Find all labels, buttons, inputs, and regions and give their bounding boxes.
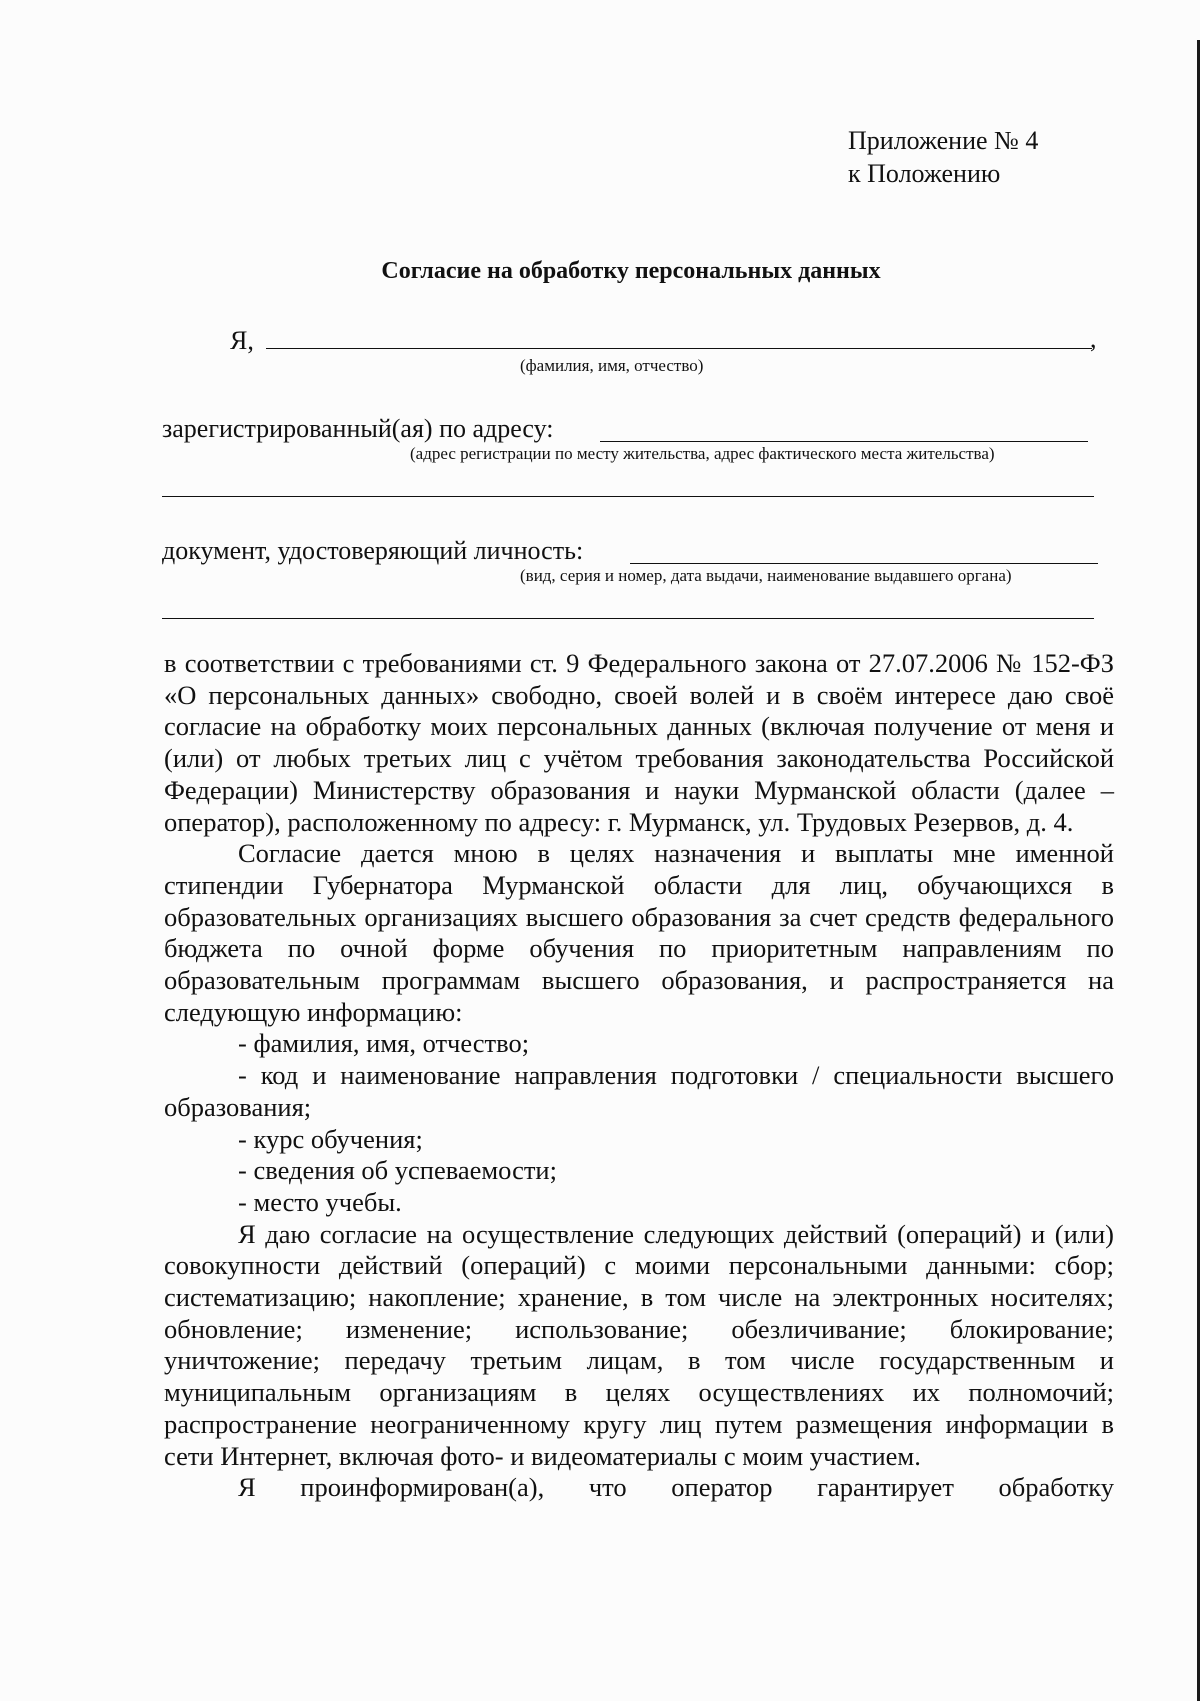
appendix-number: Приложение № 4: [848, 126, 1039, 155]
address-fill-line-2[interactable]: [162, 478, 1094, 497]
address-label: зарегистрированный(ая) по адресу:: [162, 414, 554, 443]
document-fill-line[interactable]: [630, 536, 1098, 564]
document-label: документ, удостоверяющий личность:: [162, 536, 584, 565]
document-fill-line-2[interactable]: [162, 600, 1094, 619]
address-fill-line[interactable]: [600, 414, 1088, 442]
paragraph-informed: Я проинформирован(а), что оператор гарантирует обработку: [238, 1472, 1114, 1503]
document-body: [164, 648, 1114, 1504]
list-item: - место учебы.: [238, 1186, 402, 1217]
paragraph-legal-basis: в соответствии с требованиями ст. 9 Федерального закона от 27.07.2006 № 152-ФЗ «О персональных данных» свободно, своей волей и в своём интересе даю своё согласие на обработку моих персональных данных (включая получение от меня и (или) от любых третьих лиц с учётом требования законодательства Российской Федерации) Министерству образования и науки Мурманской области (далее – оператор), расположенному по адресу: г. Мурманск, ул. Трудовых Резервов, д. 4.: [164, 648, 1114, 837]
list-item: - фамилия, имя, отчество;: [238, 1028, 530, 1059]
address-caption: (адрес регистрации по месту жительства, адрес фактического места жительства): [410, 444, 995, 463]
appendix-note: [848, 124, 1038, 190]
name-fill-line[interactable]: [266, 322, 1092, 349]
name-suffix: ,: [1090, 324, 1097, 353]
paragraph-operations: Я даю согласие на осуществление следующих действий (операций) и (или) совокупности действий (операций) с моими персональными данными: сбор; систематизацию; накопление; хранение, в том числе на электронных носителях; обновление; изменение; использование; обезличивание; блокирование; уничтожение; передачу третьим лицам, в том числе государственным и муниципальным организациям в целях осуществлениях их полномочий; распространение неограниченному кругу лиц путем размещения информации в сети Интернет, включая фото- и видеоматериалы с моим участием.: [164, 1218, 1114, 1471]
list-item: - код и наименование направления подготовки / специальности высшего образования;: [164, 1060, 1114, 1122]
name-prefix: Я,: [230, 326, 254, 355]
name-caption: (фамилия, имя, отчество): [520, 356, 704, 375]
paragraph-purpose: Согласие дается мною в целях назначения и выплаты мне именной стипендии Губернатора Мурманской области для лиц, обучающихся в образовательных организациях высшего образования за счет средств федерального бюджета по очной форме обучения по приоритетным направлениям по образовательным программам высшего образования, и распространяется на следующую информацию:: [164, 838, 1114, 1027]
appendix-reference: к Положению: [848, 159, 1001, 188]
list-item: - курс обучения;: [238, 1123, 423, 1154]
list-item: - сведения об успеваемости;: [238, 1155, 557, 1186]
document-caption: (вид, серия и номер, дата выдачи, наименование выдавшего органа): [520, 566, 1012, 585]
document-title: Согласие на обработку персональных данных: [381, 258, 881, 284]
